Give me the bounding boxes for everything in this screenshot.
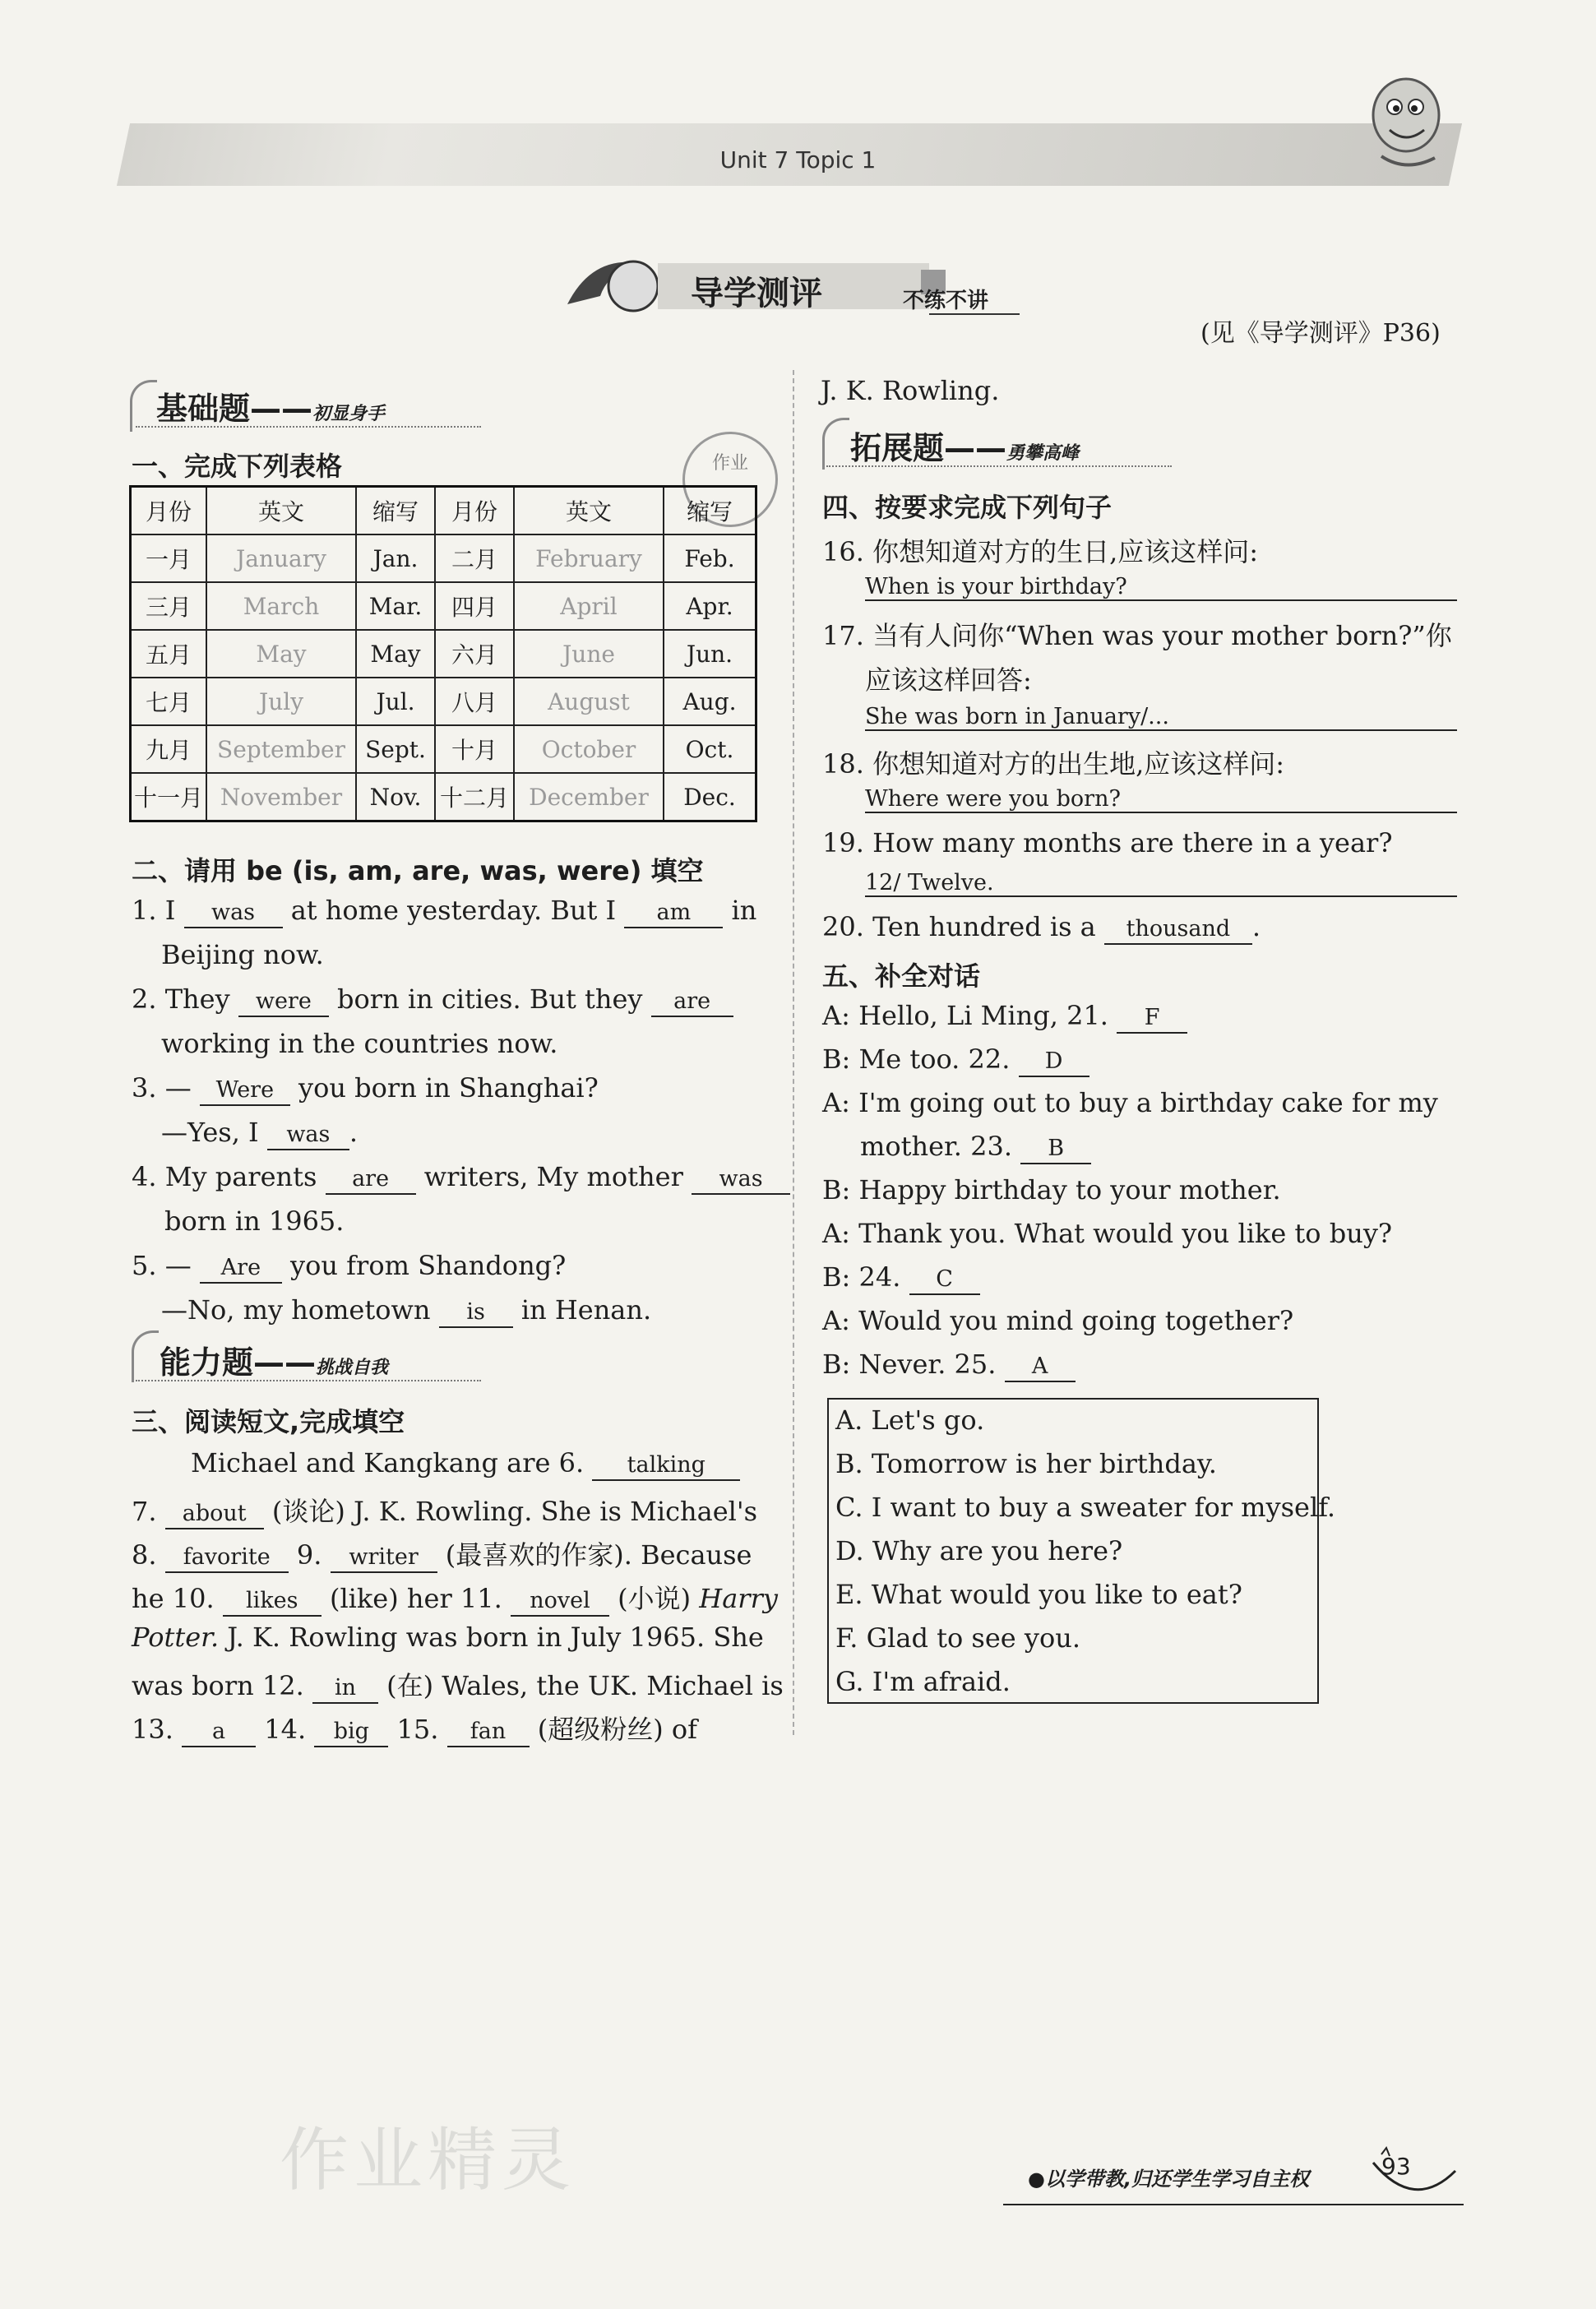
- choice-option: F. Glad to see you.: [835, 1622, 1080, 1654]
- choice-option: D. Why are you here?: [835, 1535, 1123, 1566]
- q11-answer[interactable]: novel: [511, 1587, 609, 1617]
- p3-text: (谈论) J. K. Rowling. She is Michael's: [271, 1496, 758, 1527]
- p3-text: (超级粉丝) of: [537, 1714, 697, 1745]
- q19-text: 19. How many months are there in a year?: [822, 827, 1393, 858]
- p3-line6: [132, 1665, 784, 1704]
- table-cell: March: [206, 582, 356, 630]
- p3-text: 9.: [296, 1539, 322, 1571]
- p3-text: 8.: [132, 1539, 157, 1571]
- table-cell: Dec.: [664, 773, 756, 821]
- q17-text-2: 应该这样回答:: [865, 664, 1032, 696]
- q2-answer-2[interactable]: are: [651, 988, 733, 1017]
- table-cell: Mar.: [356, 582, 435, 630]
- table-header: 月份: [131, 487, 207, 535]
- table-cell: 六月: [435, 630, 514, 678]
- q4-text: 4. My parents: [132, 1161, 317, 1192]
- q13-answer[interactable]: a: [182, 1718, 256, 1747]
- q5-text: you from Shandong?: [290, 1250, 567, 1281]
- q5-text: in Henan.: [520, 1294, 652, 1326]
- choice-option: E. What would you like to eat?: [835, 1579, 1242, 1610]
- dialog-line: A: I'm going out to buy a birthday cake for my: [822, 1087, 1438, 1118]
- table-cell: 二月: [435, 534, 514, 582]
- q20-line: [822, 911, 1261, 945]
- p3-text: 14.: [264, 1714, 307, 1745]
- table-cell: August: [514, 678, 664, 725]
- table-cell: 八月: [435, 678, 514, 725]
- footer-rule: [1003, 2204, 1464, 2205]
- header-unit-topic: Unit 7 Topic 1: [719, 146, 877, 174]
- q1-answer-2[interactable]: am: [624, 899, 723, 928]
- dialog-line: [822, 1261, 980, 1295]
- q2-text: 2. They: [132, 983, 230, 1015]
- q20-answer[interactable]: thousand: [1104, 915, 1252, 945]
- table-cell: January: [206, 534, 356, 582]
- p3-line4: [132, 1578, 778, 1617]
- q8-answer[interactable]: favorite: [165, 1543, 289, 1573]
- table-header-row: [131, 487, 756, 535]
- dialog-line: A: Thank you. What would you like to buy?: [822, 1218, 1393, 1249]
- table-row: [131, 534, 756, 582]
- q3-text: —Yes, I: [161, 1117, 259, 1148]
- dialog-line: A: Would you mind going together?: [822, 1305, 1294, 1336]
- choice-option: A. Let's go.: [835, 1404, 985, 1436]
- q18-text: 18. 你想知道对方的出生地,应该这样问:: [822, 748, 1285, 780]
- section-rule: [136, 426, 481, 428]
- table-cell: 七月: [131, 678, 207, 725]
- table-cell: 十一月: [131, 773, 207, 821]
- q2-answer-1[interactable]: were: [238, 988, 329, 1017]
- table-header: 缩写: [664, 487, 756, 535]
- table-cell: Feb.: [664, 534, 756, 582]
- p3-line2: [132, 1491, 757, 1529]
- q4-line2: born in 1965.: [164, 1205, 345, 1237]
- table-cell: 四月: [435, 582, 514, 630]
- dialog-line: B: Happy birthday to your mother.: [822, 1174, 1281, 1205]
- p3-text: 15.: [396, 1714, 439, 1745]
- table-row: [131, 630, 756, 678]
- table-row: [131, 773, 756, 821]
- q3-answer-1[interactable]: Were: [200, 1076, 290, 1106]
- part4-heading: 四、按要求完成下列句子: [822, 492, 1113, 523]
- month-table: [129, 485, 757, 822]
- p3-text: he 10.: [132, 1583, 215, 1614]
- section-rule: [826, 465, 1172, 467]
- q14-answer[interactable]: big: [314, 1718, 388, 1747]
- p3-line1: [191, 1447, 740, 1481]
- table-cell: September: [206, 725, 356, 773]
- q5-answer-1[interactable]: Are: [200, 1254, 282, 1284]
- basic-section-title: [156, 383, 385, 428]
- q5-line1: [132, 1250, 566, 1284]
- banner-subtitle: 不练不讲: [903, 289, 989, 313]
- q20-text: 20. Ten hundred is a: [822, 911, 1096, 942]
- banner-title: 导学测评: [691, 275, 822, 312]
- p3-text: (小说): [618, 1583, 692, 1614]
- table-cell: June: [514, 630, 664, 678]
- page-swoosh-icon: [1365, 2138, 1464, 2204]
- q2-line1: [132, 983, 733, 1017]
- basic-title: 基础题: [156, 391, 251, 427]
- q7-answer[interactable]: about: [165, 1500, 264, 1529]
- q2-line2: working in the countries now.: [161, 1028, 558, 1059]
- q18-answer[interactable]: Where were you born?: [865, 786, 1457, 813]
- table-cell: 一月: [131, 534, 207, 582]
- q24-answer[interactable]: C: [909, 1266, 980, 1295]
- p3-text: Harry: [699, 1583, 778, 1614]
- dialog-text: B: Me too. 22.: [822, 1043, 1011, 1075]
- ability-dash: ——: [253, 1344, 317, 1381]
- table-cell: February: [514, 534, 664, 582]
- p3-text: 7.: [132, 1496, 157, 1527]
- table-cell: April: [514, 582, 664, 630]
- table-cell: Apr.: [664, 582, 756, 630]
- basic-dash: ——: [250, 391, 313, 427]
- p3-text: (like) her 11.: [329, 1583, 502, 1614]
- choice-option: C. I want to buy a sweater for myself.: [835, 1492, 1336, 1523]
- table-cell: October: [514, 725, 664, 773]
- table-cell: Jul.: [356, 678, 435, 725]
- extension-dash: ——: [944, 430, 1007, 466]
- ability-subtitle: 挑战自我: [316, 1358, 389, 1378]
- table-cell: December: [514, 773, 664, 821]
- q3-text: 3. —: [132, 1072, 192, 1104]
- q5-text: 5. —: [132, 1250, 192, 1281]
- p3-text: J. K. Rowling was born in July 1965. She: [227, 1622, 764, 1653]
- table-cell: July: [206, 678, 356, 725]
- q1-text: in: [731, 895, 757, 926]
- q4-text: writers, My mother: [423, 1161, 683, 1192]
- q3-text: .: [349, 1117, 359, 1148]
- q2-text: born in cities. But they: [337, 983, 643, 1015]
- q4-answer-1[interactable]: are: [326, 1165, 416, 1195]
- q1-text: 1. I: [132, 895, 176, 926]
- p3-text: 13.: [132, 1714, 173, 1745]
- q5-line2: [161, 1294, 651, 1328]
- table-cell: May: [356, 630, 435, 678]
- reference-note: (见《导学测评》P36): [1200, 319, 1441, 348]
- p3-line7: [132, 1709, 697, 1747]
- q10-answer[interactable]: likes: [223, 1587, 322, 1617]
- q16-answer[interactable]: When is your birthday?: [865, 574, 1457, 601]
- q9-answer[interactable]: writer: [331, 1543, 437, 1573]
- q4-line1: [132, 1161, 790, 1195]
- table-row: [131, 678, 756, 725]
- section-bracket: [822, 418, 849, 470]
- table-cell: November: [206, 773, 356, 821]
- table-row: [131, 725, 756, 773]
- footer-slogan: ●以学带教,归还学生学习自主权: [1028, 2168, 1310, 2191]
- mascot-icon: [1357, 66, 1455, 181]
- q3-line1: [132, 1072, 599, 1106]
- table-cell: Jan.: [356, 534, 435, 582]
- extension-title: 拓展题: [850, 430, 945, 466]
- table-cell: May: [206, 630, 356, 678]
- q1-text: at home yesterday. But I: [290, 895, 617, 926]
- q21-answer[interactable]: F: [1117, 1004, 1187, 1034]
- table-cell: 十月: [435, 725, 514, 773]
- choice-option: B. Tomorrow is her birthday.: [835, 1448, 1217, 1479]
- dialog-line: [822, 1043, 1089, 1077]
- table-cell: Oct.: [664, 725, 756, 773]
- table-cell: Aug.: [664, 678, 756, 725]
- extension-section-title: [850, 423, 1079, 468]
- ability-section-title: [160, 1337, 388, 1382]
- dialog-text: B: Never. 25.: [822, 1349, 997, 1380]
- p3-text: Michael and Kangkang are 6.: [191, 1447, 585, 1478]
- table-cell: 五月: [131, 630, 207, 678]
- q25-answer[interactable]: A: [1005, 1353, 1076, 1382]
- table-cell: 十二月: [435, 773, 514, 821]
- q20-text: .: [1251, 911, 1261, 942]
- q16-text: 16. 你想知道对方的生日,应该这样问:: [822, 536, 1259, 567]
- q3-text: you born in Shanghai?: [298, 1072, 599, 1104]
- q23-answer[interactable]: B: [1020, 1135, 1091, 1164]
- q6-answer[interactable]: talking: [592, 1451, 740, 1481]
- section-bracket: [132, 1330, 159, 1382]
- q4-answer-2[interactable]: was: [692, 1165, 790, 1195]
- basic-subtitle: 初显身手: [312, 404, 386, 424]
- p3-line5: [132, 1622, 764, 1653]
- q1-answer-1[interactable]: was: [184, 899, 283, 928]
- watermark: 作业精灵: [280, 2120, 576, 2200]
- q3-line2: [161, 1117, 358, 1150]
- extension-subtitle: 勇攀高峰: [1006, 443, 1080, 464]
- dialog-text: A: Hello, Li Ming, 21.: [822, 1000, 1108, 1031]
- q3-answer-2[interactable]: was: [267, 1121, 349, 1150]
- table-row: [131, 582, 756, 630]
- page-number: 93: [1381, 2153, 1411, 2180]
- stamp-text: 作业: [711, 453, 748, 474]
- q1-line2: Beijing now.: [161, 939, 324, 970]
- table-cell: Jun.: [664, 630, 756, 678]
- q1-line1: [132, 895, 756, 928]
- q15-answer[interactable]: fan: [447, 1718, 530, 1747]
- q12-answer[interactable]: in: [312, 1674, 378, 1704]
- table-cell: Nov.: [356, 773, 435, 821]
- section-rule: [136, 1380, 481, 1381]
- dialog-line: [822, 1000, 1187, 1034]
- q5-answer-2[interactable]: is: [439, 1298, 513, 1328]
- column-divider: [793, 370, 794, 1735]
- q17-answer[interactable]: She was born in January/...: [865, 704, 1457, 731]
- p3-text: Potter.: [132, 1622, 220, 1653]
- part2-heading: 二、请用 be (is, am, are, was, were) 填空: [132, 855, 704, 886]
- part1-heading: 一、完成下列表格: [132, 451, 343, 482]
- q22-answer[interactable]: D: [1019, 1048, 1089, 1077]
- section-bracket: [130, 380, 157, 432]
- part5-heading: 五、补全对话: [822, 960, 981, 992]
- table-cell: 三月: [131, 582, 207, 630]
- q19-answer[interactable]: 12/ Twelve.: [865, 870, 1457, 897]
- table-cell: 九月: [131, 725, 207, 773]
- dialog-line: [822, 1349, 1076, 1382]
- p3-text: (最喜欢的作家). Because: [445, 1539, 752, 1571]
- table-header: 月份: [435, 487, 514, 535]
- table-header: 英文: [206, 487, 356, 535]
- part3-heading: 三、阅读短文,完成填空: [132, 1406, 405, 1437]
- p3-text: (在) Wales, the UK. Michael is: [386, 1670, 784, 1701]
- table-cell: Sept.: [356, 725, 435, 773]
- passage-continuation: J. K. Rowling.: [821, 375, 1000, 406]
- ability-title: 能力题: [160, 1344, 254, 1381]
- p3-text: was born 12.: [132, 1670, 304, 1701]
- dialog-text: mother. 23.: [860, 1131, 1013, 1162]
- table-header: 缩写: [356, 487, 435, 535]
- table-header: 英文: [514, 487, 664, 535]
- dialog-line: [860, 1131, 1091, 1164]
- q17-text: 17. 当有人问你“When was your mother born?”你: [822, 620, 1452, 651]
- dialog-text: B: 24.: [822, 1261, 901, 1293]
- p3-line3: [132, 1534, 752, 1573]
- q5-text: —No, my hometown: [161, 1294, 431, 1326]
- choice-option: G. I'm afraid.: [835, 1666, 1011, 1697]
